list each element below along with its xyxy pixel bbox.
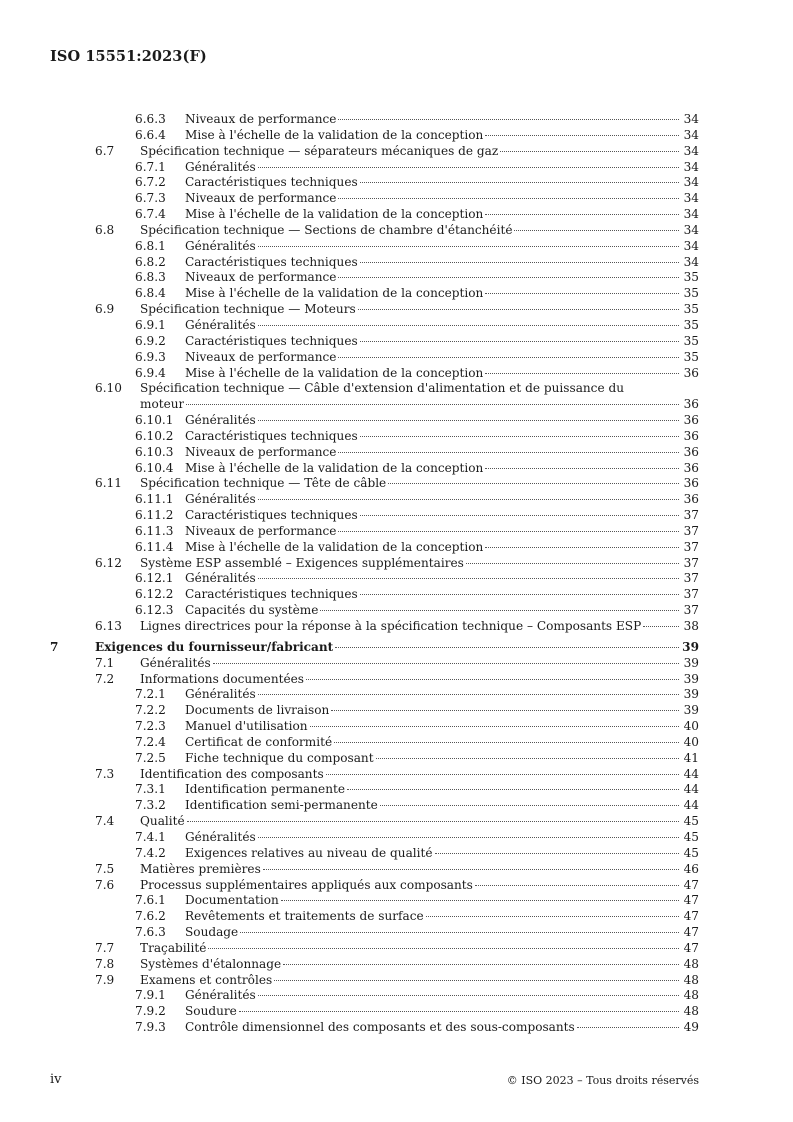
- toc-entry-page: 37: [683, 508, 699, 523]
- toc-entry-page: 37: [683, 539, 699, 554]
- toc-entry-title: Spécification technique — Sections de chambre d'étanchéité: [140, 222, 513, 237]
- toc-entry-page: 36: [683, 413, 699, 428]
- toc-entry-title: Mise à l'échelle de la validation de la conception: [185, 127, 484, 142]
- dot-leader: [514, 230, 679, 231]
- toc-entry-page: 35: [683, 270, 699, 285]
- toc-entry[interactable]: [50, 223, 699, 239]
- toc-entry[interactable]: [50, 571, 699, 587]
- toc-entry-number: 7.9: [95, 972, 115, 987]
- dot-leader: [475, 885, 679, 886]
- dot-leader: [577, 1027, 679, 1028]
- toc-entry-page: 48: [683, 988, 699, 1003]
- toc-entry[interactable]: [50, 814, 699, 830]
- toc-entry-title: Mise à l'échelle de la validation de la conception: [185, 539, 484, 554]
- toc-entry-number: 6.9: [95, 302, 115, 317]
- toc-entry-number: 6.8.1: [135, 238, 166, 253]
- toc-entry-number: 6.11.4: [135, 539, 174, 554]
- toc-entry[interactable]: [50, 862, 699, 878]
- toc-entry-number: 6.6.4: [135, 127, 166, 142]
- dot-leader: [258, 837, 679, 838]
- dot-leader: [360, 341, 679, 342]
- toc-entry-title: Spécification technique — Tête de câble: [140, 476, 387, 491]
- toc-entry[interactable]: [50, 492, 699, 508]
- toc-entry-page: 45: [683, 845, 699, 860]
- toc-entry-title: Qualité: [140, 814, 185, 829]
- toc-entry-page: 36: [683, 460, 699, 475]
- toc-entry-title: Généralités: [185, 687, 256, 702]
- toc-entry[interactable]: [50, 672, 699, 688]
- toc-entry-number: 6.10.3: [135, 444, 174, 459]
- dot-leader: [258, 578, 679, 579]
- toc-entry-page: 35: [683, 317, 699, 332]
- toc-entry-title: Lignes directrices pour la réponse à la spécification technique – Composants ESP: [140, 619, 642, 633]
- toc-entry-title: Matières premières: [140, 861, 261, 876]
- toc-entry-page: 48: [683, 956, 699, 971]
- toc-entry-page: 41: [683, 750, 699, 765]
- dot-leader: [283, 964, 679, 965]
- toc-entry-number: 7.6: [95, 877, 115, 892]
- toc-entry-page: 47: [683, 877, 699, 892]
- dot-leader: [485, 214, 679, 215]
- dot-leader: [274, 980, 679, 981]
- toc-section-entry[interactable]: [50, 640, 699, 656]
- toc-entry-title: Capacités du système: [185, 603, 319, 618]
- toc-entry-number: 7.6.1: [135, 893, 166, 908]
- toc-entry-title: Caractéristiques techniques: [185, 508, 358, 523]
- dot-leader: [306, 679, 679, 680]
- toc-entry-number: 6.7.2: [135, 175, 166, 190]
- toc-entry-page: 34: [683, 159, 699, 174]
- dot-leader: [281, 900, 679, 901]
- toc-entry[interactable]: [50, 524, 699, 540]
- toc-entry[interactable]: [50, 751, 699, 767]
- dot-leader: [643, 626, 679, 627]
- toc-entry-title: Généralités: [185, 829, 256, 844]
- toc-entry-page: 44: [683, 766, 699, 781]
- toc-entry[interactable]: [50, 619, 699, 635]
- toc-entry-title: Traçabilité: [140, 940, 207, 955]
- toc-entry[interactable]: [50, 112, 699, 128]
- toc-entry-title: Spécification technique — séparateurs mécaniques de gaz: [140, 143, 499, 158]
- toc-entry-page: 39: [682, 639, 699, 654]
- toc-entry-number: 7.4.2: [135, 845, 166, 860]
- toc-entry-page: 37: [683, 571, 699, 586]
- toc-entry-title: Niveaux de performance: [185, 112, 337, 126]
- table-of-contents: [50, 112, 699, 1036]
- toc-entry[interactable]: [50, 988, 699, 1004]
- dot-leader: [358, 309, 679, 310]
- dot-leader: [485, 468, 679, 469]
- toc-entry[interactable]: [50, 175, 699, 191]
- toc-entry-page: 46: [683, 861, 699, 876]
- dot-leader: [335, 647, 679, 648]
- toc-entry-page: 34: [683, 254, 699, 269]
- toc-entry[interactable]: [50, 461, 699, 477]
- dot-leader: [376, 758, 679, 759]
- toc-entry-number: 6.12.2: [135, 587, 174, 602]
- toc-entry-page: 34: [683, 127, 699, 142]
- dot-leader: [213, 663, 679, 664]
- toc-entry-number: 6.8.4: [135, 286, 166, 301]
- toc-entry-number: 6.11.3: [135, 523, 174, 538]
- toc-entry-title: Mise à l'échelle de la validation de la conception: [185, 207, 484, 222]
- toc-entry-title: Généralités: [185, 492, 256, 507]
- toc-entry-number: 6.10: [95, 381, 122, 396]
- dot-leader: [338, 277, 679, 278]
- toc-entry-number: 7.4.1: [135, 829, 166, 844]
- toc-entry-number: 6.11.1: [135, 492, 174, 507]
- dot-leader: [500, 151, 679, 152]
- dot-leader: [338, 452, 679, 453]
- document-id: ISO 15551:2023(F): [50, 48, 207, 65]
- toc-entry-continuation[interactable]: [50, 397, 699, 413]
- toc-entry-number: 7.2.4: [135, 734, 166, 749]
- toc-entry-page: 44: [683, 798, 699, 813]
- toc-entry-page: 35: [683, 286, 699, 301]
- toc-entry[interactable]: [50, 587, 699, 603]
- toc-entry[interactable]: [50, 893, 699, 909]
- toc-entry-title: Niveaux de performance: [185, 349, 337, 364]
- toc-entry-title: Revêtements et traitements de surface: [185, 909, 424, 924]
- toc-entry-number: 6.11: [95, 476, 122, 491]
- toc-entry-page: 36: [683, 444, 699, 459]
- toc-entry-number: 6.7.1: [135, 159, 166, 174]
- toc-entry-title: Mise à l'échelle de la validation de la conception: [185, 365, 484, 380]
- toc-entry-page: 45: [683, 814, 699, 829]
- toc-entry[interactable]: [50, 207, 699, 223]
- toc-entry-page: 37: [683, 523, 699, 538]
- dot-leader: [310, 726, 679, 727]
- toc-entry-title: Systèmes d'étalonnage: [140, 956, 282, 971]
- toc-entry-number: 6.9.2: [135, 333, 166, 348]
- toc-entry-title: Spécification technique — Câble d'extension d'alimentation et de puissance du: [140, 381, 624, 396]
- toc-entry[interactable]: [50, 350, 699, 366]
- toc-entry-title: Exigences du fournisseur/fabricant: [95, 639, 334, 654]
- toc-entry-page: 49: [683, 1020, 699, 1035]
- dot-leader: [485, 135, 679, 136]
- toc-entry-title: Fiche technique du composant: [185, 750, 374, 765]
- toc-entry-number: 6.9.4: [135, 365, 166, 380]
- toc-entry-number: 6.10.2: [135, 428, 174, 443]
- toc-entry[interactable]: [50, 798, 699, 814]
- toc-entry[interactable]: [50, 656, 699, 672]
- toc-entry-title: Soudure: [185, 1004, 237, 1019]
- toc-entry-number: 7.3.1: [135, 782, 166, 797]
- dot-leader: [331, 710, 679, 711]
- toc-entry[interactable]: [50, 334, 699, 350]
- toc-entry-title: Niveaux de performance: [185, 523, 337, 538]
- toc-entry-title: Caractéristiques techniques: [185, 587, 358, 602]
- toc-entry[interactable]: [50, 703, 699, 719]
- dot-leader: [258, 499, 679, 500]
- toc-entry-number: 6.7: [95, 143, 115, 158]
- toc-entry-title: Niveaux de performance: [185, 191, 337, 206]
- toc-entry[interactable]: [50, 719, 699, 735]
- toc-entry-number: 7.9.3: [135, 1020, 166, 1035]
- toc-entry-page: 40: [683, 734, 699, 749]
- copyright-notice: © ISO 2023 – Tous droits réservés: [506, 1074, 699, 1087]
- toc-entry[interactable]: [50, 556, 699, 572]
- toc-entry[interactable]: [50, 830, 699, 846]
- toc-entry-page: 47: [683, 925, 699, 940]
- toc-entry-title: Généralités: [185, 988, 256, 1003]
- toc-entry[interactable]: [50, 687, 699, 703]
- toc-entry-number: 7.2: [95, 671, 115, 686]
- toc-entry-title: Soudage: [185, 925, 239, 940]
- toc-entry[interactable]: [50, 128, 699, 144]
- toc-entry-number: 7.6.2: [135, 909, 166, 924]
- dot-leader: [239, 1011, 679, 1012]
- toc-entry-number: 6.9.3: [135, 349, 166, 364]
- toc-entry-page: 39: [683, 655, 699, 670]
- toc-entry-title: Généralités: [185, 238, 256, 253]
- dot-leader: [360, 262, 679, 263]
- toc-entry[interactable]: [50, 302, 699, 318]
- toc-entry-number: 7.5: [95, 861, 115, 876]
- toc-entry[interactable]: [50, 846, 699, 862]
- toc-entry-title: Identification des composants: [140, 766, 324, 781]
- toc-entry-page: 45: [683, 829, 699, 844]
- toc-entry[interactable]: [50, 286, 699, 302]
- toc-entry-title: Examens et contrôles: [140, 972, 273, 987]
- toc-entry-page: 39: [683, 671, 699, 686]
- toc-entry-page: 38: [683, 619, 699, 633]
- dot-leader: [360, 182, 679, 183]
- toc-entry-title: Caractéristiques techniques: [185, 428, 358, 443]
- toc-entry-page: 35: [683, 349, 699, 364]
- toc-entry-number: 6.11.2: [135, 508, 174, 523]
- toc-entry[interactable]: [50, 445, 699, 461]
- toc-entry[interactable]: [50, 540, 699, 556]
- dot-leader: [258, 694, 679, 695]
- dot-leader: [258, 325, 679, 326]
- toc-entry-page: 36: [683, 476, 699, 491]
- toc-entry-title: Caractéristiques techniques: [185, 254, 358, 269]
- toc-entry-page: 39: [683, 687, 699, 702]
- toc-entry[interactable]: [50, 767, 699, 783]
- toc-entry-page: 34: [683, 207, 699, 222]
- toc-entry-page: 37: [683, 587, 699, 602]
- toc-entry-title: Exigences relatives au niveau de qualité: [185, 845, 433, 860]
- toc-entry-number: 7.3.2: [135, 798, 166, 813]
- toc-entry-page: 36: [683, 428, 699, 443]
- toc-entry-number: 7.4: [95, 814, 115, 829]
- toc-entry-page: 35: [683, 302, 699, 317]
- toc-entry-page: 48: [683, 1004, 699, 1019]
- toc-entry-number: 6.9.1: [135, 317, 166, 332]
- toc-entry-number: 7.9.1: [135, 988, 166, 1003]
- dot-leader: [338, 198, 679, 199]
- toc-entry-page: 44: [683, 782, 699, 797]
- toc-entry-number: 6.7.4: [135, 207, 166, 222]
- dot-leader: [485, 547, 679, 548]
- toc-entry-page: 36: [683, 365, 699, 380]
- toc-entry-title: Généralités: [185, 317, 256, 332]
- toc-entry[interactable]: [50, 429, 699, 445]
- dot-leader: [258, 995, 679, 996]
- toc-entry-number: 7.2.3: [135, 719, 166, 734]
- toc-entry-title: Caractéristiques techniques: [185, 333, 358, 348]
- toc-entry[interactable]: [50, 381, 699, 397]
- toc-entry[interactable]: [50, 160, 699, 176]
- toc-entry-page: 40: [683, 719, 699, 734]
- toc-entry-page: 36: [683, 397, 699, 412]
- toc-entry[interactable]: [50, 191, 699, 207]
- toc-entry[interactable]: [50, 957, 699, 973]
- toc-entry[interactable]: [50, 735, 699, 751]
- toc-entry-number: 6.8.2: [135, 254, 166, 269]
- toc-entry-number: 6.12: [95, 555, 122, 570]
- toc-entry-page: 37: [683, 555, 699, 570]
- toc-entry-page: 34: [683, 112, 699, 126]
- toc-entry-title: Processus supplémentaires appliqués aux composants: [140, 877, 473, 892]
- toc-entry-title: Certificat de conformité: [185, 734, 333, 749]
- dot-leader: [347, 789, 679, 790]
- toc-entry-number: 6.10.4: [135, 460, 174, 475]
- dot-leader: [258, 246, 679, 247]
- toc-entry[interactable]: [50, 909, 699, 925]
- toc-entry-title: Informations documentées: [140, 671, 305, 686]
- toc-entry-title: Contrôle dimensionnel des composants et des sous-composants: [185, 1020, 575, 1035]
- toc-entry[interactable]: [50, 476, 699, 492]
- toc-entry-page: 39: [683, 703, 699, 718]
- dot-leader: [426, 916, 679, 917]
- toc-entry-title: Mise à l'échelle de la validation de la conception: [185, 460, 484, 475]
- toc-entry[interactable]: [50, 973, 699, 989]
- dot-leader: [435, 853, 679, 854]
- toc-entry-page: 34: [683, 143, 699, 158]
- dot-leader: [485, 293, 679, 294]
- toc-entry[interactable]: [50, 508, 699, 524]
- dot-leader: [388, 483, 679, 484]
- toc-entry-title: Manuel d'utilisation: [185, 719, 308, 734]
- toc-entry-page: 47: [683, 940, 699, 955]
- toc-entry-number: 7.8: [95, 956, 115, 971]
- page-number: iv: [50, 1072, 62, 1087]
- toc-entry[interactable]: [50, 239, 699, 255]
- toc-entry[interactable]: [50, 270, 699, 286]
- dot-leader: [208, 948, 679, 949]
- toc-entry[interactable]: [50, 941, 699, 957]
- toc-entry-page: 47: [683, 909, 699, 924]
- dot-leader: [380, 805, 679, 806]
- toc-entry-page: 34: [683, 222, 699, 237]
- toc-entry[interactable]: [50, 366, 699, 382]
- toc-entry[interactable]: [50, 1004, 699, 1020]
- dot-leader: [320, 610, 679, 611]
- toc-entry-number: 6.13: [95, 619, 122, 633]
- toc-entry-number: 6.8: [95, 222, 115, 237]
- dot-leader: [360, 515, 679, 516]
- toc-entry-title: Généralités: [140, 655, 211, 670]
- toc-entry-title: Généralités: [185, 571, 256, 586]
- toc-entry-title: Spécification technique — Moteurs: [140, 302, 356, 317]
- dot-leader: [187, 821, 679, 822]
- toc-entry[interactable]: [50, 318, 699, 334]
- toc-entry-page: 47: [683, 893, 699, 908]
- toc-entry-number: 7.6.3: [135, 925, 166, 940]
- toc-entry-title: Identification semi-permanente: [185, 798, 378, 813]
- dot-leader: [326, 774, 679, 775]
- toc-entry-page: 35: [683, 333, 699, 348]
- toc-entry-title: Généralités: [185, 159, 256, 174]
- toc-entry-number: 6.12.3: [135, 603, 174, 618]
- toc-entry-number: 7.1: [95, 655, 115, 670]
- toc-entry-number: 6.10.1: [135, 413, 174, 428]
- toc-entry-page: 34: [683, 238, 699, 253]
- toc-entry-page: 36: [683, 492, 699, 507]
- toc-entry-title: Généralités: [185, 413, 256, 428]
- toc-entry-title: Documentation: [185, 893, 279, 908]
- toc-entry-page: 34: [683, 175, 699, 190]
- toc-entry-title: Mise à l'échelle de la validation de la conception: [185, 286, 484, 301]
- toc-entry-number: 7.7: [95, 940, 115, 955]
- toc-entry-number: 6.12.1: [135, 571, 174, 586]
- toc-entry[interactable]: [50, 925, 699, 941]
- toc-entry-number: 7.2.5: [135, 750, 166, 765]
- toc-entry-number: 7: [50, 639, 59, 654]
- dot-leader: [360, 594, 679, 595]
- dot-leader: [338, 119, 679, 120]
- toc-entry-title: Identification permanente: [185, 782, 345, 797]
- toc-entry[interactable]: [50, 603, 699, 619]
- dot-leader: [360, 436, 679, 437]
- toc-entry-title: Niveaux de performance: [185, 270, 337, 285]
- toc-entry-title-continuation: moteur: [140, 397, 185, 412]
- dot-leader: [186, 404, 679, 405]
- toc-entry-title: Système ESP assemblé – Exigences supplémentaires: [140, 555, 464, 570]
- toc-entry[interactable]: [50, 255, 699, 271]
- dot-leader: [258, 420, 679, 421]
- toc-entry-title: Documents de livraison: [185, 703, 330, 718]
- dot-leader: [263, 869, 679, 870]
- toc-entry-page: 37: [683, 603, 699, 618]
- toc-entry-number: 6.6.3: [135, 112, 166, 126]
- dot-leader: [338, 531, 679, 532]
- toc-entry-number: 7.2.2: [135, 703, 166, 718]
- dot-leader: [485, 373, 679, 374]
- toc-entry-page: 48: [683, 972, 699, 987]
- toc-entry[interactable]: [50, 144, 699, 160]
- toc-entry[interactable]: [50, 878, 699, 894]
- toc-entry-number: 7.2.1: [135, 687, 166, 702]
- toc-entry-number: 7.3: [95, 766, 115, 781]
- dot-leader: [258, 167, 679, 168]
- dot-leader: [466, 563, 679, 564]
- toc-entry[interactable]: [50, 413, 699, 429]
- toc-entry-number: 6.8.3: [135, 270, 166, 285]
- toc-entry-number: 6.7.3: [135, 191, 166, 206]
- toc-entry[interactable]: [50, 782, 699, 798]
- dot-leader: [240, 932, 679, 933]
- toc-entry-page: 34: [683, 191, 699, 206]
- toc-entry-number: 7.9.2: [135, 1004, 166, 1019]
- dot-leader: [334, 742, 679, 743]
- dot-leader: [338, 357, 679, 358]
- toc-entry-title: Niveaux de performance: [185, 444, 337, 459]
- toc-entry[interactable]: [50, 1020, 699, 1036]
- toc-entry-title: Caractéristiques techniques: [185, 175, 358, 190]
